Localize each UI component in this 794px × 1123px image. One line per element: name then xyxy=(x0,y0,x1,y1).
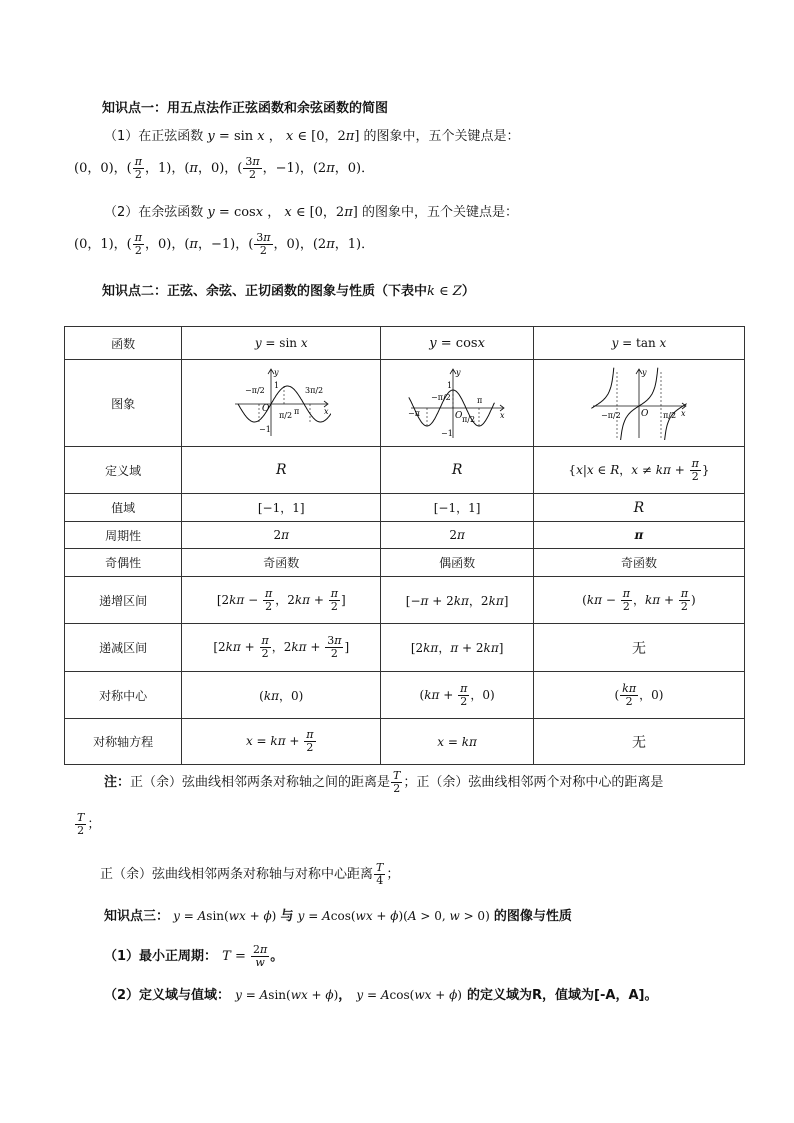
cos-half-pi-label: π/2 xyxy=(462,415,476,424)
cos-one-label: 1 xyxy=(447,381,453,390)
sin-three-half-pi-label: 3π/2 xyxy=(305,386,324,395)
parity-sin: 奇函数 xyxy=(182,549,381,577)
parity-tan: 奇函数 xyxy=(533,549,744,577)
section1-points1: (0，0)，( $\frac{\pi}{2}$ ，1)，(π，0)，( $\frac{3\pi}{2}$ ，−1)，(2π，0)． xyxy=(74,155,375,181)
section1-points2: (0，1)，( $\frac{\pi}{2}$ ，0)，(π，−1)，( $\frac{3\pi}{2}$ ，0)，(2π，1)． xyxy=(74,231,375,257)
axis-sin: x = kπ + $\frac{\pi}{2}$ xyxy=(182,719,381,765)
heading-math: k ∈ Z xyxy=(427,284,462,299)
cos-pi-label: π xyxy=(477,396,483,405)
period-label: 周期性 xyxy=(65,522,182,549)
header-label: 函数 xyxy=(65,327,182,360)
sin-graph-cell xyxy=(182,360,381,447)
tan-neg-half-pi-label: −π/2 xyxy=(600,411,621,420)
table-row xyxy=(65,360,745,447)
note-frac-3: $\frac{T}{4}$ xyxy=(376,861,384,887)
item1-suffix: 的图象中，五个关键点是： xyxy=(363,129,520,144)
decreasing-cos: [2kπ，π + 2kπ] xyxy=(381,624,534,672)
cos-y-label: y xyxy=(456,368,461,377)
table-row xyxy=(65,447,745,494)
item1-prefix: （1）在正弦函数 xyxy=(104,129,204,144)
increasing-label: 递增区间 xyxy=(65,577,182,624)
domain-cos: R xyxy=(381,447,534,494)
sin-neg-half-pi-label: −π/2 xyxy=(245,386,265,395)
table-row xyxy=(65,624,745,672)
section3-item2: （2）定义域与值域： y = Asin(wx + ϕ)， y = Acos(wx + ϕ) 的定义域为R，值域为[-A，A]。 xyxy=(104,988,658,1003)
axis-cos: x = kπ xyxy=(381,719,534,765)
decreasing-sin: [2kπ + $\frac{\pi}{2}$ ，2kπ + $\frac{3\pi}{2}$ ] xyxy=(182,624,381,672)
table-row xyxy=(65,577,745,624)
cos-origin-label: O xyxy=(455,411,463,421)
tan-half-pi-label: π/2 xyxy=(662,411,676,420)
range-tan: R xyxy=(533,494,744,522)
note-prefix: 注： xyxy=(104,775,131,790)
cos-graph-cell xyxy=(381,360,534,447)
sine-graph xyxy=(231,366,331,440)
period-sin: 2π xyxy=(182,522,381,549)
note-frac-1: $\frac{T}{2}$ xyxy=(393,769,401,795)
increasing-sin: [2kπ − $\frac{\pi}{2}$ ，2kπ + $\frac{\pi}{2}$ ] xyxy=(182,577,381,624)
item1-mid: ， xyxy=(268,129,282,144)
cos-x-label: x xyxy=(500,411,505,420)
note-frac-2: $\frac{T}{2}$ xyxy=(77,811,85,837)
section3-f2: y = Acos(wx + ϕ)(A > 0, w > 0) xyxy=(297,909,490,923)
table-row xyxy=(65,672,745,719)
axis-tan: 无 xyxy=(533,719,744,765)
item1-domain: x ∈ [0，2π] xyxy=(285,129,360,144)
header-tan: y = tan x xyxy=(533,327,744,360)
tan-x-label: x xyxy=(680,409,686,418)
table-row xyxy=(65,494,745,522)
center-sin: (kπ，0) xyxy=(182,672,381,719)
graph-label: 图象 xyxy=(65,360,182,447)
tan-y-label: y xyxy=(641,368,647,377)
range-label: 值域 xyxy=(65,494,182,522)
sin-one-label: 1 xyxy=(274,381,280,390)
cos-neg-pi-label: −π xyxy=(408,409,421,418)
table-row xyxy=(65,719,745,765)
decreasing-tan: 无 xyxy=(533,624,744,672)
item2-domain: x ∈ [0，2π] xyxy=(284,205,358,220)
sin-pi-label: π xyxy=(294,407,300,416)
item2-mid: ， xyxy=(267,205,281,220)
axis-label: 对称轴方程 xyxy=(65,719,182,765)
item2-prefix: （2）在余弦函数 xyxy=(104,205,204,220)
item2-func: y = cosx xyxy=(207,205,264,220)
cosine-graph xyxy=(407,366,507,440)
item2-formula-2: y = Acos(wx + ϕ) xyxy=(356,988,462,1002)
section1-item1 xyxy=(104,125,520,144)
section3-f1: y = Asin(wx + ϕ) xyxy=(173,909,277,923)
table-row xyxy=(65,549,745,577)
parity-cos: 偶函数 xyxy=(381,549,534,577)
section1-heading: 知识点一：用五点法作正弦函数和余弦函数的简图 xyxy=(102,101,389,116)
item2-suffix: 的图象中，五个关键点是： xyxy=(361,205,518,220)
tan-graph-cell xyxy=(533,360,744,447)
cos-neg-one-label: −1 xyxy=(441,429,453,438)
domain-sin: R xyxy=(182,447,381,494)
sin-half-pi-label: π/2 xyxy=(279,411,293,420)
tan-origin-label: O xyxy=(640,409,649,419)
sin-y-label: y xyxy=(274,368,279,377)
decreasing-label: 递减区间 xyxy=(65,624,182,672)
header-sin: y = sin x xyxy=(182,327,381,360)
domain-label: 定义域 xyxy=(65,447,182,494)
sin-x-label: x xyxy=(324,407,329,416)
domain-tan: {x|x ∈ R，x ≠ kπ + $\frac{\pi}{2}$ } xyxy=(533,447,744,494)
table-row xyxy=(65,522,745,549)
period-formula: T = $\frac{2\pi}{w}$ xyxy=(222,943,268,969)
increasing-tan: (kπ − $\frac{\pi}{2}$ ，kπ + $\frac{\pi}{2}$ ) xyxy=(533,577,744,624)
period-tan: π xyxy=(533,522,744,549)
header-cos: y = cosx xyxy=(381,327,534,360)
period-cos: 2π xyxy=(381,522,534,549)
properties-table xyxy=(64,326,745,765)
item2-formula-1: y = Asin(wx + ϕ) xyxy=(235,988,339,1002)
center-label: 对称中心 xyxy=(65,672,182,719)
center-cos: (kπ + $\frac{\pi}{2}$ ，0) xyxy=(381,672,534,719)
cos-neg-half-pi-label: −π/2 xyxy=(431,393,451,402)
item1-func: y = sin x xyxy=(207,129,265,144)
center-tan: ( $\frac{k\pi}{2}$ ，0) xyxy=(533,672,744,719)
section1-item2 xyxy=(104,201,518,220)
note-line1: 注：正（余）弦曲线相邻两条对称轴之间的距离是 $\frac{T}{2}$ ；正（余）弦曲线相邻两个对称中心的距离是 xyxy=(104,769,664,795)
section3-heading: 知识点三： y = Asin(wx + ϕ) 与 y = Acos(wx + ϕ)(A > 0, w > 0) 的图像与性质 xyxy=(104,909,572,924)
section3-item1: （1）最小正周期： T = $\frac{2\pi}{w}$ 。 xyxy=(104,943,284,969)
note-line3: 正（余）弦曲线相邻两条对称轴与对称中心距离 $\frac{T}{4}$ ； xyxy=(100,861,400,887)
sin-origin-label: O xyxy=(262,404,270,414)
sin-neg-one-label: −1 xyxy=(259,425,272,434)
section2-heading: 知识点二：正弦、余弦、正切函数的图象与性质（下表中k ∈ Z） xyxy=(102,284,475,299)
range-cos: [−1，1] xyxy=(381,494,534,522)
range-sin: [−1，1] xyxy=(182,494,381,522)
table-row xyxy=(65,327,745,360)
increasing-cos: [−π + 2kπ，2kπ] xyxy=(381,577,534,624)
parity-label: 奇偶性 xyxy=(65,549,182,577)
tangent-graph xyxy=(589,366,689,440)
note-line2: $\frac{T}{2}$ ； xyxy=(77,811,101,837)
